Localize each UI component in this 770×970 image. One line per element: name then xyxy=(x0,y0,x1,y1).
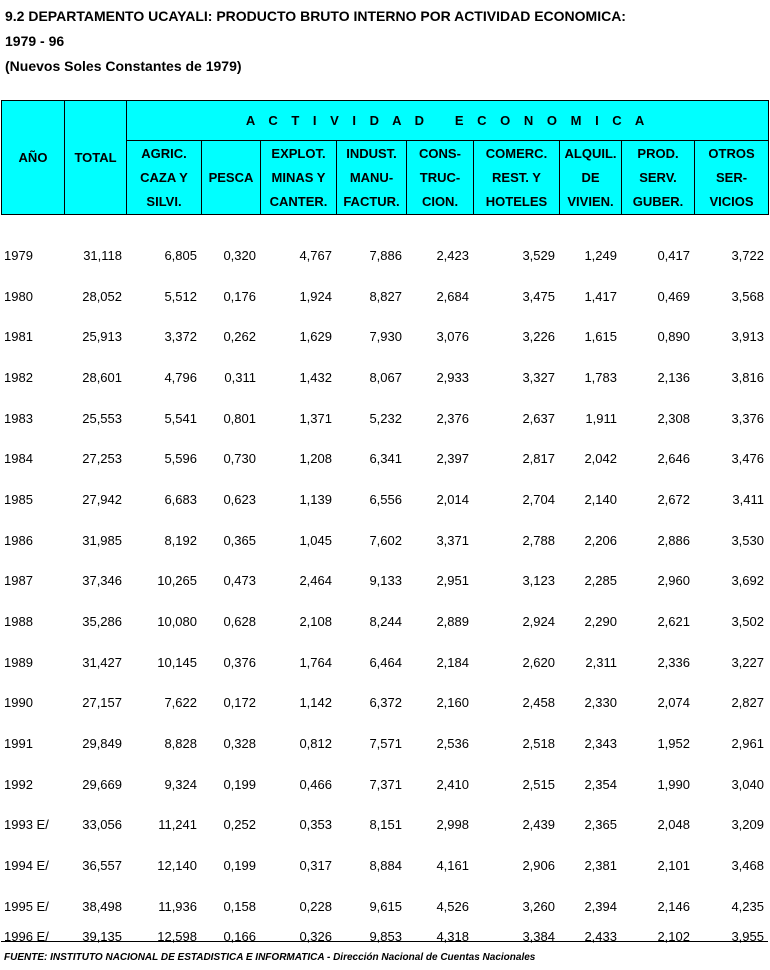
header-line: AGRIC. xyxy=(141,145,187,161)
header-line: SILVI. xyxy=(146,193,182,209)
table-cell: 2,330 xyxy=(584,695,617,711)
table-cell: 12,598 xyxy=(157,929,197,945)
table-cell: 33,056 xyxy=(82,817,122,833)
header-total: TOTAL xyxy=(65,101,127,215)
table-cell: 6,805 xyxy=(164,247,197,263)
table-cell: 1,990 xyxy=(657,776,690,792)
row-year: 1994 E/ xyxy=(4,858,49,874)
table-cell: 6,556 xyxy=(369,491,402,507)
table-cell: 3,384 xyxy=(522,929,555,945)
table-cell: 1,045 xyxy=(299,532,332,548)
table-cell: 0,228 xyxy=(299,898,332,914)
table-cell: 3,227 xyxy=(731,654,764,670)
table-cell: 5,541 xyxy=(164,410,197,426)
header-line: MANU- xyxy=(349,169,394,185)
table-cell: 0,172 xyxy=(223,695,256,711)
table-cell: 0,473 xyxy=(223,573,256,589)
row-year: 1987 xyxy=(4,573,33,589)
table-cell: 5,596 xyxy=(164,451,197,467)
table-cell: 37,346 xyxy=(82,573,122,589)
table-cell: 2,140 xyxy=(584,491,617,507)
table-row xyxy=(1,683,768,724)
table-cell: 10,265 xyxy=(157,573,197,589)
table-cell: 28,601 xyxy=(82,369,122,385)
row-year: 1981 xyxy=(4,329,33,345)
table-cell: 25,913 xyxy=(82,329,122,345)
header-line: INDUST. xyxy=(346,145,397,161)
table-cell: 2,394 xyxy=(584,898,617,914)
table-title: 9.2 DEPARTAMENTO UCAYALI: PRODUCTO BRUTO INTERNO POR ACTIVIDAD ECONOMICA: xyxy=(5,8,626,24)
table-cell: 0,317 xyxy=(299,858,332,874)
header-line: ALQUIL. xyxy=(564,145,617,161)
table-cell: 2,961 xyxy=(731,736,764,752)
table-cell: 1,249 xyxy=(584,247,617,263)
table-cell: 8,244 xyxy=(369,614,402,630)
header-line: CANTER. xyxy=(269,193,328,209)
header-line: CONS- xyxy=(419,145,461,161)
row-year: 1992 xyxy=(4,776,33,792)
table-cell: 3,722 xyxy=(731,247,764,263)
header-line: DE xyxy=(581,169,600,185)
table-cell: 29,849 xyxy=(82,736,122,752)
table-cell: 8,828 xyxy=(164,736,197,752)
table-cell: 31,118 xyxy=(83,247,122,263)
table-cell: 4,767 xyxy=(299,247,332,263)
table-cell: 2,048 xyxy=(657,817,690,833)
table-row xyxy=(1,764,768,805)
row-year: 1996 E/ xyxy=(4,929,49,945)
table-cell: 27,942 xyxy=(82,491,122,507)
table-cell: 8,884 xyxy=(369,858,402,874)
table-cell: 2,014 xyxy=(436,491,469,507)
table-cell: 3,327 xyxy=(522,369,555,385)
table-cell: 9,853 xyxy=(369,929,402,945)
table-cell: 10,145 xyxy=(157,654,197,670)
table-row xyxy=(1,561,768,602)
header-col-alquil xyxy=(560,141,622,215)
table-cell: 2,672 xyxy=(657,491,690,507)
header-line: CAZA Y xyxy=(140,169,188,185)
table-row xyxy=(1,601,768,642)
table-cell: 6,464 xyxy=(369,654,402,670)
table-cell: 11,241 xyxy=(158,817,197,833)
table-cell: 3,692 xyxy=(731,573,764,589)
header-col-pesca xyxy=(202,141,261,215)
data-table xyxy=(1,235,768,947)
table-cell: 0,730 xyxy=(223,451,256,467)
table-cell: 1,142 xyxy=(299,695,332,711)
table-cell: 11,936 xyxy=(158,898,197,914)
table-row xyxy=(1,316,768,357)
table-cell: 0,252 xyxy=(223,817,256,833)
table-cell: 8,827 xyxy=(369,288,402,304)
table-cell: 0,199 xyxy=(223,858,256,874)
table-cell: 7,571 xyxy=(369,736,402,752)
table-cell: 3,816 xyxy=(731,369,764,385)
table-cell: 36,557 xyxy=(82,858,122,874)
table-cell: 0,326 xyxy=(299,929,332,945)
table-cell: 9,324 xyxy=(164,776,197,792)
table-units: (Nuevos Soles Constantes de 1979) xyxy=(5,58,242,74)
table-header xyxy=(1,100,769,215)
header-line: SERV. xyxy=(639,169,677,185)
table-cell: 10,080 xyxy=(157,614,197,630)
header-line: PROD. xyxy=(637,145,679,161)
table-cell: 2,704 xyxy=(522,491,555,507)
table-cell: 3,376 xyxy=(731,410,764,426)
header-line: CION. xyxy=(421,193,459,209)
row-year: 1989 xyxy=(4,654,33,670)
table-cell: 0,376 xyxy=(223,654,256,670)
table-cell: 1,371 xyxy=(299,410,332,426)
table-cell: 1,432 xyxy=(299,369,332,385)
table-cell: 3,502 xyxy=(731,614,764,630)
table-cell: 2,397 xyxy=(436,451,469,467)
table-cell: 2,924 xyxy=(522,614,555,630)
table-cell: 2,906 xyxy=(522,858,555,874)
row-year: 1991 xyxy=(4,736,33,752)
header-col-indust xyxy=(337,141,407,215)
table-cell: 2,933 xyxy=(436,369,469,385)
table-bottom-rule xyxy=(1,941,768,942)
table-cell: 0,623 xyxy=(223,491,256,507)
table-cell: 2,637 xyxy=(522,410,555,426)
header-line: MINAS Y xyxy=(271,169,326,185)
header-col-explot xyxy=(261,141,337,215)
table-cell: 4,318 xyxy=(436,929,469,945)
table-cell: 35,286 xyxy=(82,614,122,630)
header-line: OTROS xyxy=(708,145,755,161)
table-cell: 27,157 xyxy=(82,695,122,711)
header-line: COMERC. xyxy=(485,145,548,161)
table-cell: 2,960 xyxy=(657,573,690,589)
header-line: REST. Y xyxy=(492,169,541,185)
table-cell: 4,796 xyxy=(164,369,197,385)
table-cell: 1,615 xyxy=(584,329,617,345)
table-cell: 2,074 xyxy=(657,695,690,711)
table-cell: 2,998 xyxy=(436,817,469,833)
table-cell: 3,529 xyxy=(522,247,555,263)
header-line: PESCA xyxy=(208,169,254,185)
table-cell: 31,427 xyxy=(82,654,122,670)
header-line: GUBER. xyxy=(632,193,684,209)
table-cell: 6,372 xyxy=(369,695,402,711)
table-cell: 2,308 xyxy=(657,410,690,426)
table-cell: 2,365 xyxy=(584,817,617,833)
table-row xyxy=(1,886,768,927)
table-cell: 1,783 xyxy=(584,369,617,385)
table-cell: 7,930 xyxy=(369,329,402,345)
row-year: 1982 xyxy=(4,369,33,385)
row-year: 1986 xyxy=(4,532,33,548)
table-cell: 2,285 xyxy=(584,573,617,589)
table-cell: 0,262 xyxy=(223,329,256,345)
table-row xyxy=(1,479,768,520)
header-col-otros xyxy=(695,141,769,215)
table-cell: 2,817 xyxy=(522,451,555,467)
table-cell: 2,621 xyxy=(657,614,690,630)
table-cell: 0,176 xyxy=(223,288,256,304)
table-cell: 2,886 xyxy=(657,532,690,548)
table-cell: 2,376 xyxy=(436,410,469,426)
table-cell: 0,812 xyxy=(299,736,332,752)
header-col-construc xyxy=(407,141,474,215)
table-row xyxy=(1,276,768,317)
table-cell: 1,911 xyxy=(585,410,617,426)
table-cell: 0,199 xyxy=(223,776,256,792)
table-cell: 25,553 xyxy=(82,410,122,426)
table-cell: 2,620 xyxy=(522,654,555,670)
header-line: VICIOS xyxy=(709,193,754,209)
table-cell: 7,602 xyxy=(369,532,402,548)
table-cell: 2,889 xyxy=(436,614,469,630)
table-cell: 4,161 xyxy=(436,858,469,874)
table-cell: 2,146 xyxy=(657,898,690,914)
table-cell: 27,253 xyxy=(82,451,122,467)
table-cell: 0,628 xyxy=(223,614,256,630)
table-cell: 7,371 xyxy=(369,776,402,792)
header-col-agric xyxy=(127,141,202,215)
table-cell: 7,622 xyxy=(164,695,197,711)
row-year: 1984 xyxy=(4,451,33,467)
row-year: 1990 xyxy=(4,695,33,711)
table-cell: 0,890 xyxy=(657,329,690,345)
table-cell: 3,568 xyxy=(731,288,764,304)
table-cell: 2,354 xyxy=(584,776,617,792)
table-cell: 3,260 xyxy=(522,898,555,914)
table-cell: 4,526 xyxy=(436,898,469,914)
table-cell: 38,498 xyxy=(82,898,122,914)
table-cell: 2,536 xyxy=(436,736,469,752)
table-cell: 2,646 xyxy=(657,451,690,467)
table-cell: 2,410 xyxy=(436,776,469,792)
table-cell: 0,158 xyxy=(223,898,256,914)
table-cell: 2,136 xyxy=(657,369,690,385)
table-cell: 3,040 xyxy=(731,776,764,792)
table-cell: 2,381 xyxy=(584,858,617,874)
table-cell: 1,952 xyxy=(657,736,690,752)
table-cell: 2,336 xyxy=(657,654,690,670)
table-cell: 0,365 xyxy=(223,532,256,548)
table-row xyxy=(1,235,768,276)
table-cell: 2,439 xyxy=(522,817,555,833)
table-row xyxy=(1,845,768,886)
table-cell: 3,209 xyxy=(731,817,764,833)
table-period: 1979 - 96 xyxy=(5,33,65,49)
table-cell: 1,629 xyxy=(299,329,332,345)
table-cell: 0,320 xyxy=(223,247,256,263)
table-cell: 6,683 xyxy=(164,491,197,507)
table-cell: 2,433 xyxy=(584,929,617,945)
table-cell: 1,139 xyxy=(299,491,332,507)
table-cell: 2,788 xyxy=(522,532,555,548)
table-cell: 2,206 xyxy=(584,532,617,548)
header-line: VIVIEN. xyxy=(567,193,614,209)
header-line: HOTELES xyxy=(485,193,548,209)
table-cell: 2,684 xyxy=(436,288,469,304)
table-cell: 1,764 xyxy=(299,654,332,670)
table-row xyxy=(1,520,768,561)
table-cell: 0,417 xyxy=(657,247,690,263)
table-cell: 2,518 xyxy=(522,736,555,752)
table-row xyxy=(1,927,768,947)
table-row xyxy=(1,805,768,846)
table-cell: 8,067 xyxy=(369,369,402,385)
table-cell: 8,151 xyxy=(369,817,402,833)
table-cell: 6,341 xyxy=(369,451,402,467)
table-row xyxy=(1,723,768,764)
row-year: 1995 E/ xyxy=(4,898,49,914)
table-cell: 2,827 xyxy=(731,695,764,711)
table-cell: 3,076 xyxy=(436,329,469,345)
row-year: 1988 xyxy=(4,614,33,630)
row-year: 1993 E/ xyxy=(4,817,49,833)
row-year: 1980 xyxy=(4,288,33,304)
table-cell: 5,232 xyxy=(369,410,402,426)
header-line: SER- xyxy=(716,169,748,185)
source-note: FUENTE: INSTITUTO NACIONAL DE ESTADISTICA E INFORMATICA - Dirección Nacional de Cuentas Nacionales xyxy=(4,952,536,963)
table-cell: 0,466 xyxy=(299,776,332,792)
table-cell: 3,955 xyxy=(731,929,764,945)
table-cell: 0,166 xyxy=(223,929,256,945)
table-cell: 1,208 xyxy=(299,451,332,467)
table-row xyxy=(1,642,768,683)
table-cell: 3,475 xyxy=(522,288,555,304)
table-cell: 7,886 xyxy=(369,247,402,263)
table-cell: 39,135 xyxy=(82,929,122,945)
table-cell: 9,615 xyxy=(369,898,402,914)
table-cell: 3,468 xyxy=(731,858,764,874)
table-cell: 1,924 xyxy=(299,288,332,304)
header-line: FACTUR. xyxy=(343,193,400,209)
table-row xyxy=(1,438,768,479)
table-cell: 2,108 xyxy=(299,614,332,630)
table-cell: 2,042 xyxy=(584,451,617,467)
header-line: EXPLOT. xyxy=(271,145,326,161)
table-cell: 2,951 xyxy=(436,573,469,589)
table-cell: 2,101 xyxy=(657,858,690,874)
header-activity-group: A C T I V I D A D E C O N O M I C A xyxy=(127,101,769,141)
table-cell: 0,328 xyxy=(223,736,256,752)
table-cell: 3,123 xyxy=(522,573,555,589)
table-cell: 1,417 xyxy=(584,288,617,304)
table-cell: 2,458 xyxy=(522,695,555,711)
table-cell: 31,985 xyxy=(82,532,122,548)
row-year: 1979 xyxy=(4,247,33,263)
table-cell: 2,343 xyxy=(584,736,617,752)
table-cell: 3,913 xyxy=(731,329,764,345)
table-cell: 5,512 xyxy=(164,288,197,304)
table-cell: 2,160 xyxy=(436,695,469,711)
table-cell: 2,464 xyxy=(299,573,332,589)
table-cell: 2,515 xyxy=(522,776,555,792)
header-year: AÑO xyxy=(2,101,65,215)
table-row xyxy=(1,398,768,439)
table-cell: 28,052 xyxy=(82,288,122,304)
table-row xyxy=(1,357,768,398)
header-col-prod-serv xyxy=(622,141,695,215)
table-cell: 3,371 xyxy=(436,532,469,548)
table-cell: 9,133 xyxy=(369,573,402,589)
row-year: 1985 xyxy=(4,491,33,507)
row-year: 1983 xyxy=(4,410,33,426)
table-cell: 12,140 xyxy=(157,858,197,874)
table-cell: 0,353 xyxy=(299,817,332,833)
table-cell: 3,476 xyxy=(731,451,764,467)
table-cell: 3,226 xyxy=(522,329,555,345)
table-cell: 0,469 xyxy=(657,288,690,304)
table-cell: 2,423 xyxy=(436,247,469,263)
header-line: TRUC- xyxy=(419,169,461,185)
table-cell: 4,235 xyxy=(731,898,764,914)
table-cell: 3,372 xyxy=(164,329,197,345)
table-cell: 2,290 xyxy=(584,614,617,630)
table-cell: 3,530 xyxy=(731,532,764,548)
table-cell: 29,669 xyxy=(82,776,122,792)
table-cell: 0,311 xyxy=(224,369,256,385)
table-cell: 2,184 xyxy=(436,654,469,670)
table-cell: 3,411 xyxy=(732,491,764,507)
header-col-comerc xyxy=(474,141,560,215)
table-cell: 2,311 xyxy=(585,654,617,670)
table-cell: 2,102 xyxy=(657,929,690,945)
table-cell: 8,192 xyxy=(164,532,197,548)
table-cell: 0,801 xyxy=(223,410,256,426)
